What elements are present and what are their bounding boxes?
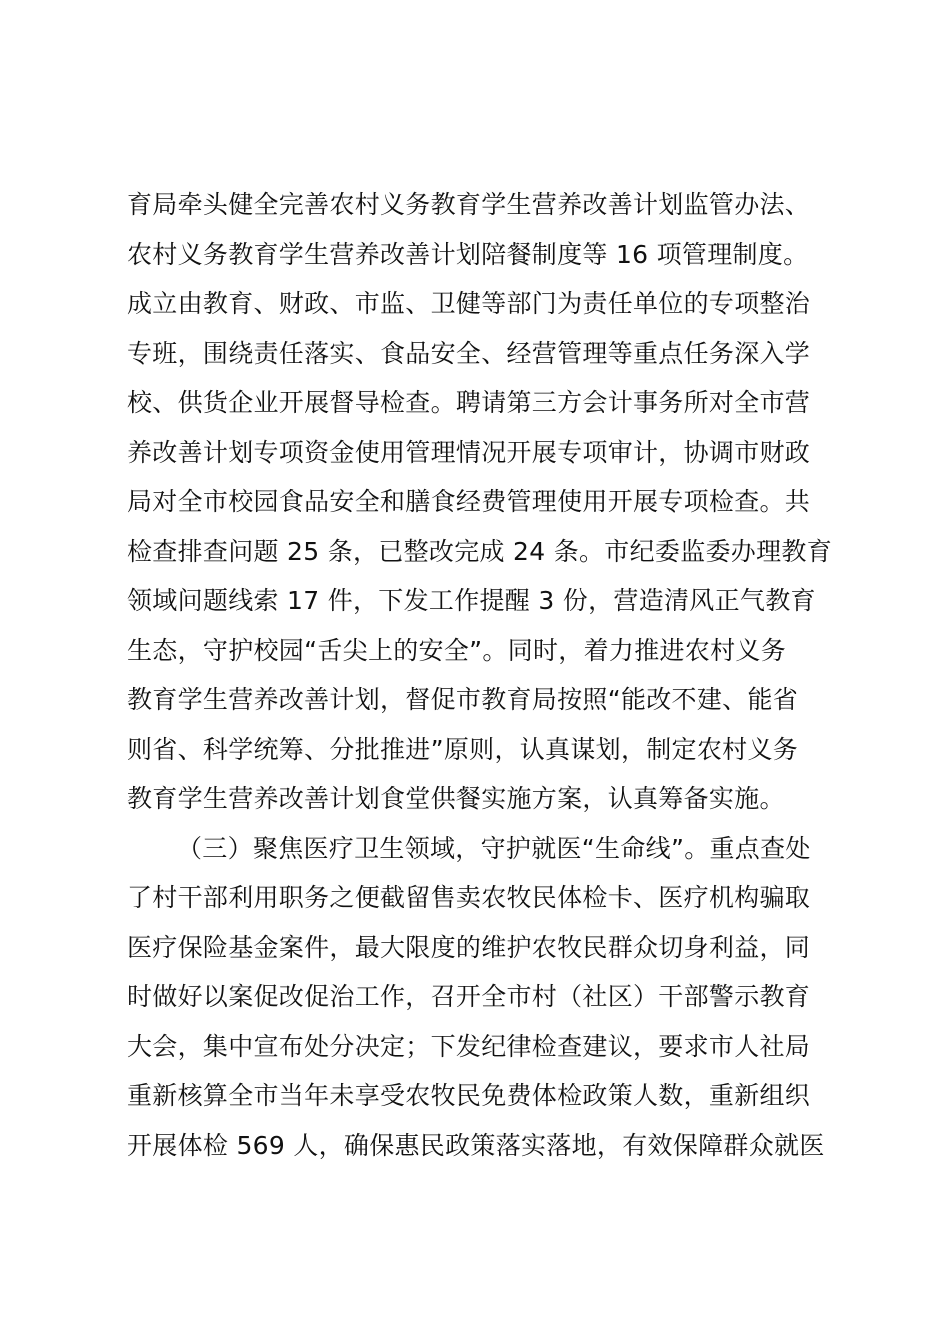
text-line: 时做好以案促改促治工作，召开全市村（社区）干部警示教育 xyxy=(127,982,811,1011)
text-line: 开展体检 569 人，确保惠民政策落实落地，有效保障群众就医 xyxy=(127,1130,825,1160)
body-text xyxy=(127,180,837,1170)
text-line: 养改善计划专项资金使用管理情况开展专项审计，协调市财政 xyxy=(127,437,811,467)
text-line: 育局牵头健全完善农村义务教育学生营养改善计划监管办法、 xyxy=(127,190,811,219)
text-line: 领域问题线索 17 件，下发工作提醒 3 份，营造清风正气教育 xyxy=(127,586,816,615)
text-line: 则省、科学统筹、分批推进”原则，认真谋划，制定农村义务 xyxy=(127,734,799,764)
text-line: 医疗保险基金案件，最大限度的维护农牧民群众切身利益，同 xyxy=(127,932,811,962)
text-line: 成立由教育、财政、市监、卫健等部门为责任单位的专项整治 xyxy=(127,289,811,318)
text-line: 农村义务教育学生营养改善计划陪餐制度等 16 项管理制度。 xyxy=(127,239,809,269)
text-line: 局对全市校园食品安全和膳食经费管理使用开展专项检查。共 xyxy=(127,487,811,516)
text-line: 专班，围绕责任落实、食品安全、经营管理等重点任务深入学 xyxy=(127,338,811,368)
text-line: 教育学生营养改善计划食堂供餐实施方案，认真筹备实施。 xyxy=(127,784,785,813)
text-line: 生态，守护校园“舌尖上的安全”。同时，着力推进农村义务 xyxy=(127,635,787,665)
text-line: 了村干部利用职务之便截留售卖农牧民体检卡、医疗机构骗取 xyxy=(127,883,811,912)
text-line: 检查排查问题 25 条，已整改完成 24 条。市纪委监委办理教育 xyxy=(127,536,833,566)
text-line: 大会，集中宣布处分决定；下发纪律检查建议，要求市人社局 xyxy=(127,1031,811,1061)
text-line: 校、供货企业开展督导检查。聘请第三方会计事务所对全市营 xyxy=(127,388,811,417)
text-line: 教育学生营养改善计划，督促市教育局按照“能改不建、能省 xyxy=(127,685,799,714)
section-heading-line: （三）聚焦医疗卫生领域，守护就医“生命线”。重点查处 xyxy=(177,833,811,863)
text-line: 重新核算全市当年未享受农牧民免费体检政策人数，重新组织 xyxy=(127,1081,811,1110)
